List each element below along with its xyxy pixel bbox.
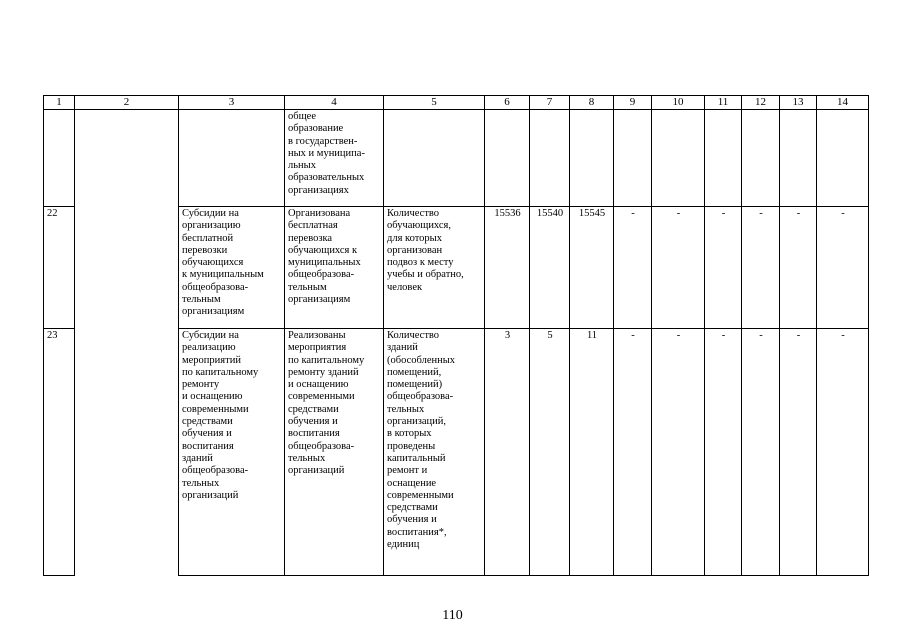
cell-empty (817, 110, 869, 207)
cell-text (285, 329, 384, 576)
cell-empty (179, 110, 285, 207)
row-22-col10: - (652, 207, 705, 329)
row-23-col14: - (817, 329, 869, 576)
cell-empty (742, 110, 780, 207)
row-23-col9: - (614, 329, 652, 576)
row-23-col3: Субсидии на реализацию мероприятий по капитальному ремонту и оснащению современными средствами обучения и воспитания зданий общеобразова- тельных организаций (182, 330, 259, 501)
row-23-col8: 11 (570, 329, 614, 576)
header-cell-7: 7 (530, 96, 570, 110)
header-cell-14: 14 (817, 96, 869, 110)
row-22-col3: Субсидии на организацию бесплатной перевозки обучающихся к муниципальным общеобразова- тельным организациям (182, 208, 264, 318)
row-22-col11: - (705, 207, 742, 329)
cell-empty (705, 110, 742, 207)
header-cell-2: 2 (75, 96, 179, 110)
header-cell-1: 1 (44, 96, 75, 110)
cell-empty (780, 110, 817, 207)
cell-empty (614, 110, 652, 207)
row-23-col7: 5 (530, 329, 570, 576)
row-22-col12: - (742, 207, 780, 329)
cell-empty (44, 110, 75, 207)
row-22-col9: - (614, 207, 652, 329)
header-cell-6: 6 (485, 96, 530, 110)
header-cell-12: 12 (742, 96, 780, 110)
row-23-col12: - (742, 329, 780, 576)
data-table (43, 95, 869, 576)
cell-text (285, 110, 384, 207)
header-cell-4: 4 (285, 96, 384, 110)
row-number-cell: 23 (44, 329, 75, 576)
cell-empty (384, 110, 485, 207)
column-number-row (44, 96, 869, 110)
cell-empty (530, 110, 570, 207)
row-22-col7: 15540 (530, 207, 570, 329)
cell-empty (652, 110, 705, 207)
table-row-continuation (44, 110, 869, 207)
page-number: 110 (442, 608, 463, 623)
row-22-col14: - (817, 207, 869, 329)
header-cell-5: 5 (384, 96, 485, 110)
row-23-col4: Реализованы мероприятия по капитальному ремонту зданий и оснащению современными средствами обучения и воспитания общеобразова- тельных организаций (288, 330, 365, 477)
cell-col4-text: общее образование в государствен- ных и муниципа- льных образовательных организациях (288, 111, 365, 196)
cell-text (179, 207, 285, 329)
row-23-col5: Количество зданий (обособленных помещений, помещений) общеобразова- тельных организаций, в которых проведены капитальный ремонт и оснащение современными средствами обучения и воспитания*, единиц (387, 330, 456, 551)
cell-text (285, 207, 384, 329)
row-22-col4: Организована бесплатная перевозка обучающихся к муниципальных общеобразова- тельным организациям (288, 208, 361, 306)
cell-text (384, 207, 485, 329)
row-23-col13: - (780, 329, 817, 576)
header-cell-13: 13 (780, 96, 817, 110)
row-22-col6: 15536 (485, 207, 530, 329)
cell-text (384, 329, 485, 576)
row-23-col10: - (652, 329, 705, 576)
row-22-col13: - (780, 207, 817, 329)
header-cell-9: 9 (614, 96, 652, 110)
header-cell-8: 8 (570, 96, 614, 110)
cell-text (179, 329, 285, 576)
cell-empty (570, 110, 614, 207)
cell-col2-merged (75, 110, 179, 576)
cell-empty (485, 110, 530, 207)
row-22-col5: Количество обучающихся, для которых организован подвоз к месту учебы и обратно, человек (387, 208, 464, 293)
header-cell-3: 3 (179, 96, 285, 110)
row-23-col6: 3 (485, 329, 530, 576)
header-cell-11: 11 (705, 96, 742, 110)
row-23-col11: - (705, 329, 742, 576)
row-22-col8: 15545 (570, 207, 614, 329)
row-number-cell: 22 (44, 207, 75, 329)
header-cell-10: 10 (652, 96, 705, 110)
